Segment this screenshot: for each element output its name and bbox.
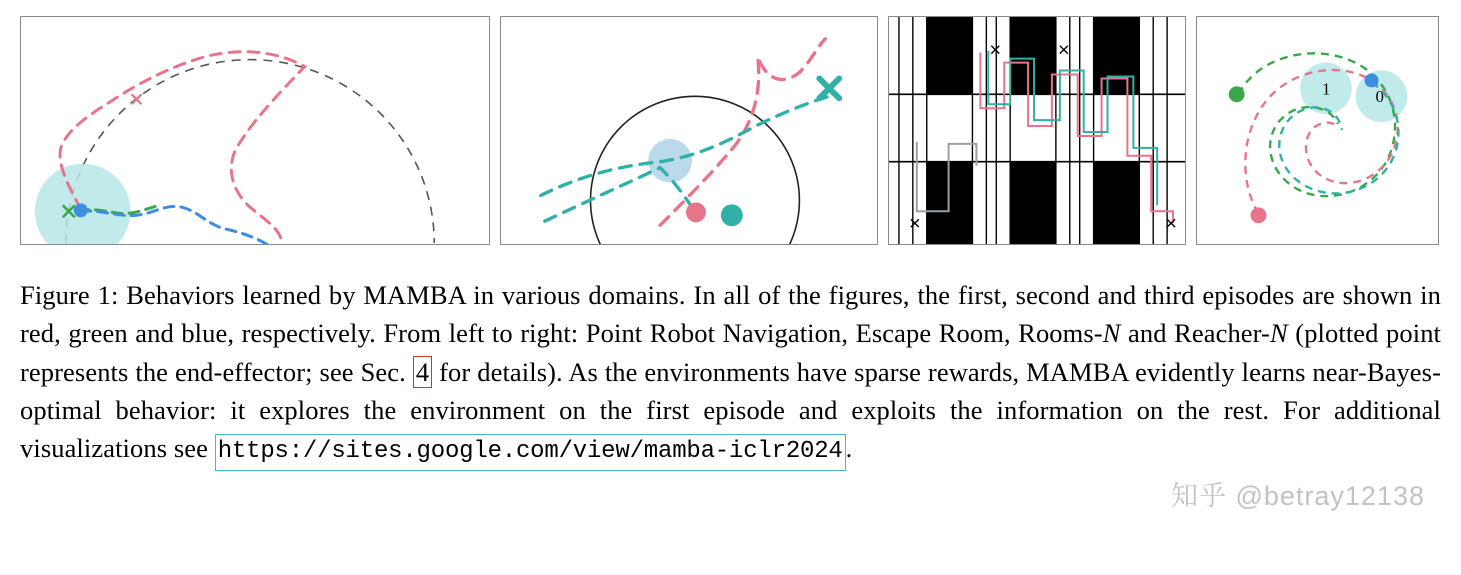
x-marker-red <box>132 94 142 104</box>
goal-x-marker <box>819 78 839 98</box>
watermark-text: 知乎 @betray12138 <box>1170 481 1425 511</box>
figure-caption <box>0 250 1461 471</box>
caption-text-1: Behaviors learned by MAMBA in various domains. In all of the figures, the first, second and third episodes are shown in red, green and blue, respectively. From left to right: Point Robot Navigation, Escape Room, Rooms- <box>20 280 1441 349</box>
caption-text-4: for details). As the environments have sparse rewards, MAMBA evidently learns near-Bayes-optimal behavior: it explores the environment on the first episode and exploits the information on the rest. For additional visualizations see <box>20 356 1442 464</box>
escape-room-plot <box>501 17 877 244</box>
figure-panel-point-robot <box>20 16 490 245</box>
reacher-n-plot <box>1197 17 1438 244</box>
figure-panels-row <box>0 0 1461 250</box>
rooms-n-plot <box>889 17 1185 244</box>
endpoint-marker-green <box>1229 86 1245 102</box>
caption-italic-n-1: N <box>1102 318 1121 349</box>
figure-panel-escape-room <box>500 16 878 245</box>
figure-panel-rooms-n <box>888 16 1186 245</box>
grid-lines-horizontal <box>889 94 1185 161</box>
endpoint-marker-blue <box>1365 74 1379 88</box>
x-marker <box>1060 46 1068 54</box>
endpoint-marker-red <box>1251 207 1267 223</box>
project-website-link[interactable]: https://sites.google.com/view/mamba-iclr2024 <box>215 434 846 471</box>
caption-text-2: and Reacher- <box>1120 318 1270 349</box>
figure-panel-reacher-n <box>1196 16 1439 245</box>
target-label-1: 1 <box>1321 79 1331 99</box>
target-label-0: 0 <box>1375 87 1384 107</box>
endpoint-marker-red <box>686 202 706 222</box>
wall-block <box>1094 162 1140 244</box>
point-robot-plot <box>21 17 489 244</box>
wall-block <box>927 17 973 94</box>
caption-text-end: . <box>845 433 853 464</box>
x-marker <box>991 46 999 54</box>
x-marker <box>911 219 919 227</box>
section-reference-link[interactable]: 4 <box>413 356 432 388</box>
caption-text-3: (plotted point represents the end-effector; see Sec. <box>20 318 1442 387</box>
wall-block <box>1010 162 1056 244</box>
endpoint-marker-teal <box>721 204 743 226</box>
start-marker <box>74 203 88 217</box>
caption-italic-n-2: N <box>1269 318 1288 349</box>
caption-label: Figure 1: <box>20 280 119 310</box>
